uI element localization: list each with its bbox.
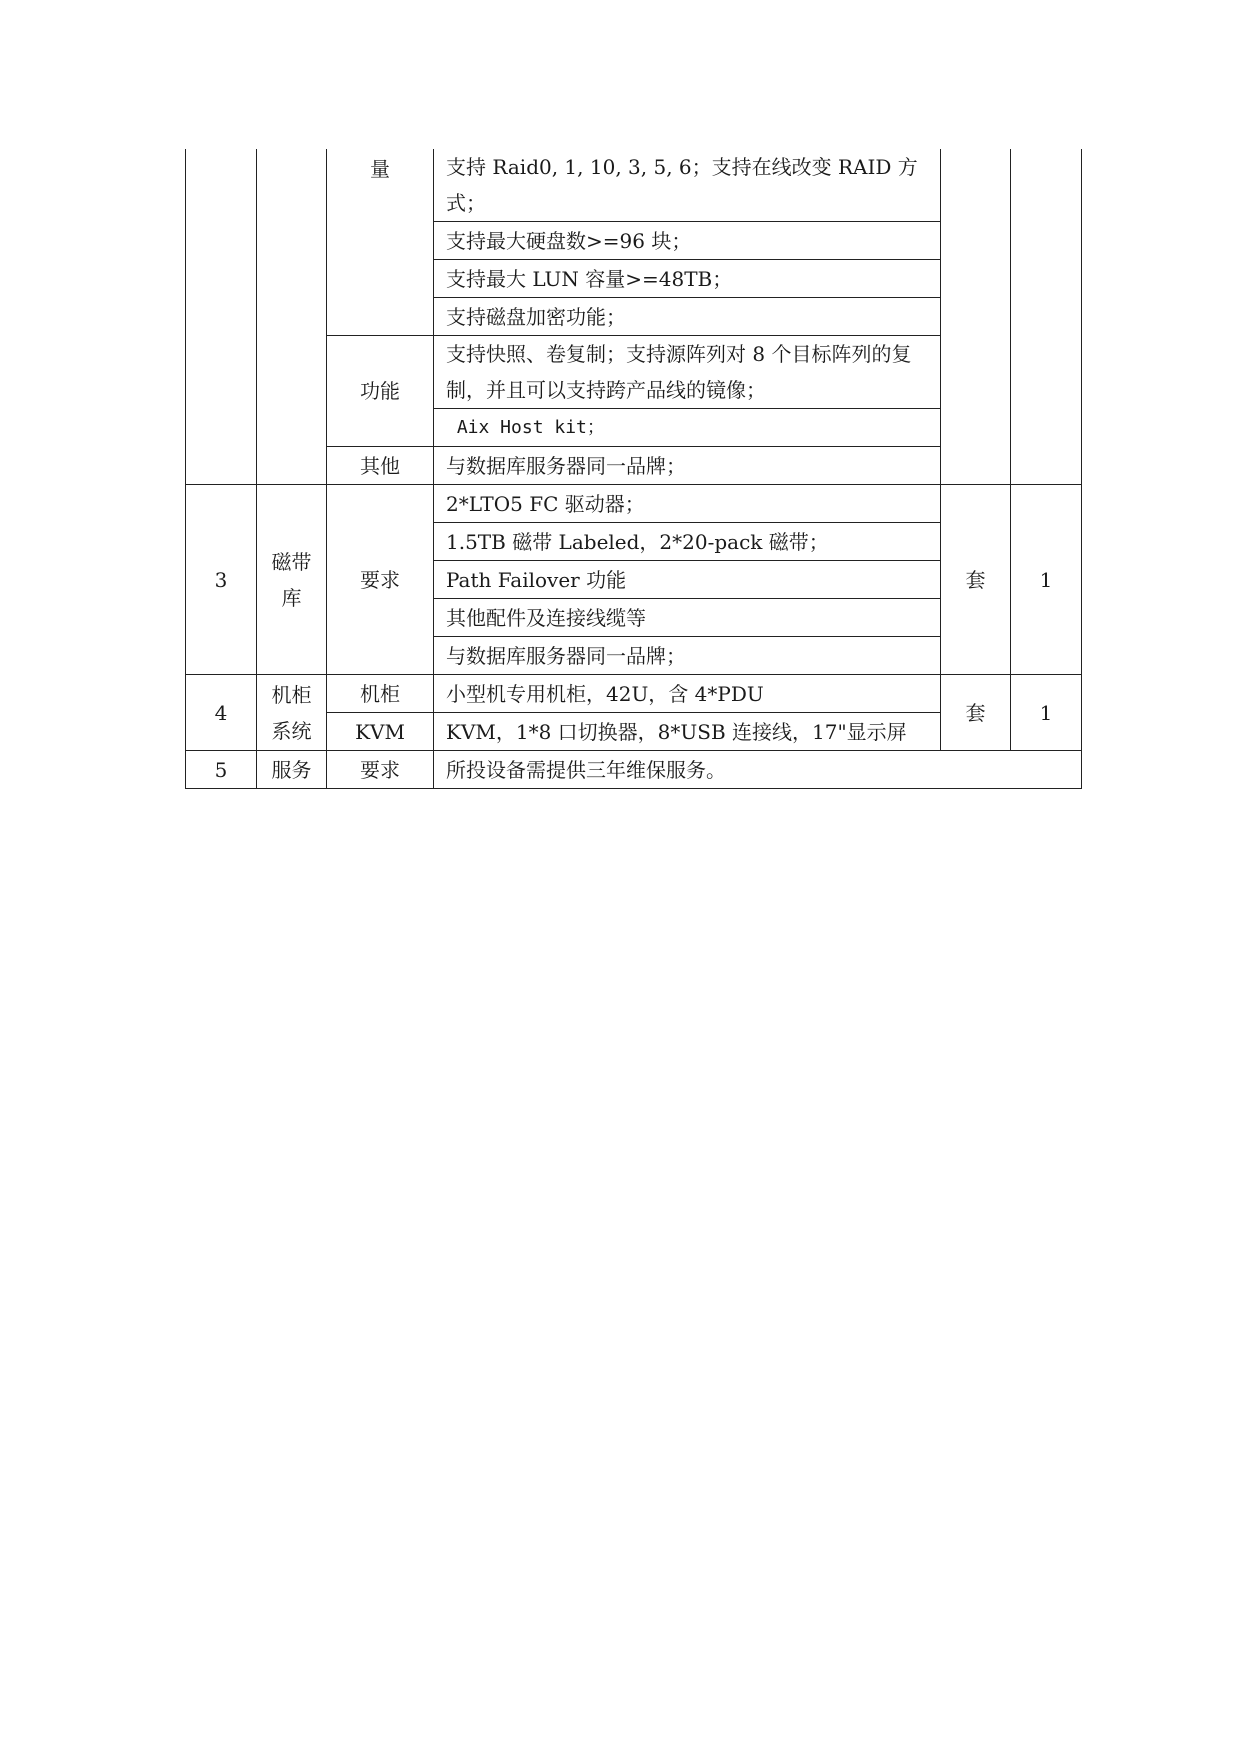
category-cell: 机柜 (327, 675, 434, 713)
desc-cell: 支持快照、卷复制；支持源阵列对 8 个目标阵列的复制，并且可以支持跨产品线的镜像； (434, 336, 941, 409)
table-row (186, 751, 1082, 789)
desc-cell: 2*LTO5 FC 驱动器； (434, 485, 941, 523)
desc-cell: 小型机专用机柜，42U，含 4*PDU (434, 675, 941, 713)
category-cell: 功能 (327, 336, 434, 447)
category-cell: 要求 (327, 485, 434, 675)
desc-cell: 支持最大硬盘数>=96 块； (434, 222, 941, 260)
name-cell: 服务 (257, 751, 327, 789)
qty-cell (1011, 149, 1082, 485)
desc-cell: Aix Host kit； (434, 409, 941, 447)
no-cell (186, 149, 257, 485)
name-cell: 机柜系统 (257, 675, 327, 751)
spec-table (185, 149, 1082, 789)
desc-cell: 支持最大 LUN 容量>=48TB； (434, 260, 941, 298)
category-cell: 其他 (327, 447, 434, 485)
category-cell: KVM (327, 713, 434, 751)
qty-cell: 1 (1011, 485, 1082, 675)
desc-cell: 与数据库服务器同一品牌； (434, 637, 941, 675)
unit-cell (941, 149, 1011, 485)
desc-cell: 支持 Raid0, 1, 10, 3, 5, 6；支持在线改变 RAID 方式； (434, 149, 941, 222)
desc-cell: KVM，1*8 口切换器，8*USB 连接线，17"显示屏 (434, 713, 941, 751)
table-row (186, 485, 1082, 523)
desc-cell: 1.5TB 磁带 Labeled，2*20-pack 磁带； (434, 523, 941, 561)
no-cell: 3 (186, 485, 257, 675)
table-row (186, 675, 1082, 713)
no-cell: 5 (186, 751, 257, 789)
table-row (186, 149, 1082, 222)
desc-cell: Path Failover 功能 (434, 561, 941, 599)
category-cell: 要求 (327, 751, 434, 789)
name-cell: 磁带库 (257, 485, 327, 675)
unit-cell: 套 (941, 485, 1011, 675)
desc-cell: 与数据库服务器同一品牌； (434, 447, 941, 485)
no-cell: 4 (186, 675, 257, 751)
desc-cell: 其他配件及连接线缆等 (434, 599, 941, 637)
name-cell (257, 149, 327, 485)
qty-cell: 1 (1011, 675, 1082, 751)
category-cell: 量 (327, 149, 434, 336)
desc-cell: 所投设备需提供三年维保服务。 (434, 751, 1082, 789)
desc-cell: 支持磁盘加密功能； (434, 298, 941, 336)
unit-cell: 套 (941, 675, 1011, 751)
